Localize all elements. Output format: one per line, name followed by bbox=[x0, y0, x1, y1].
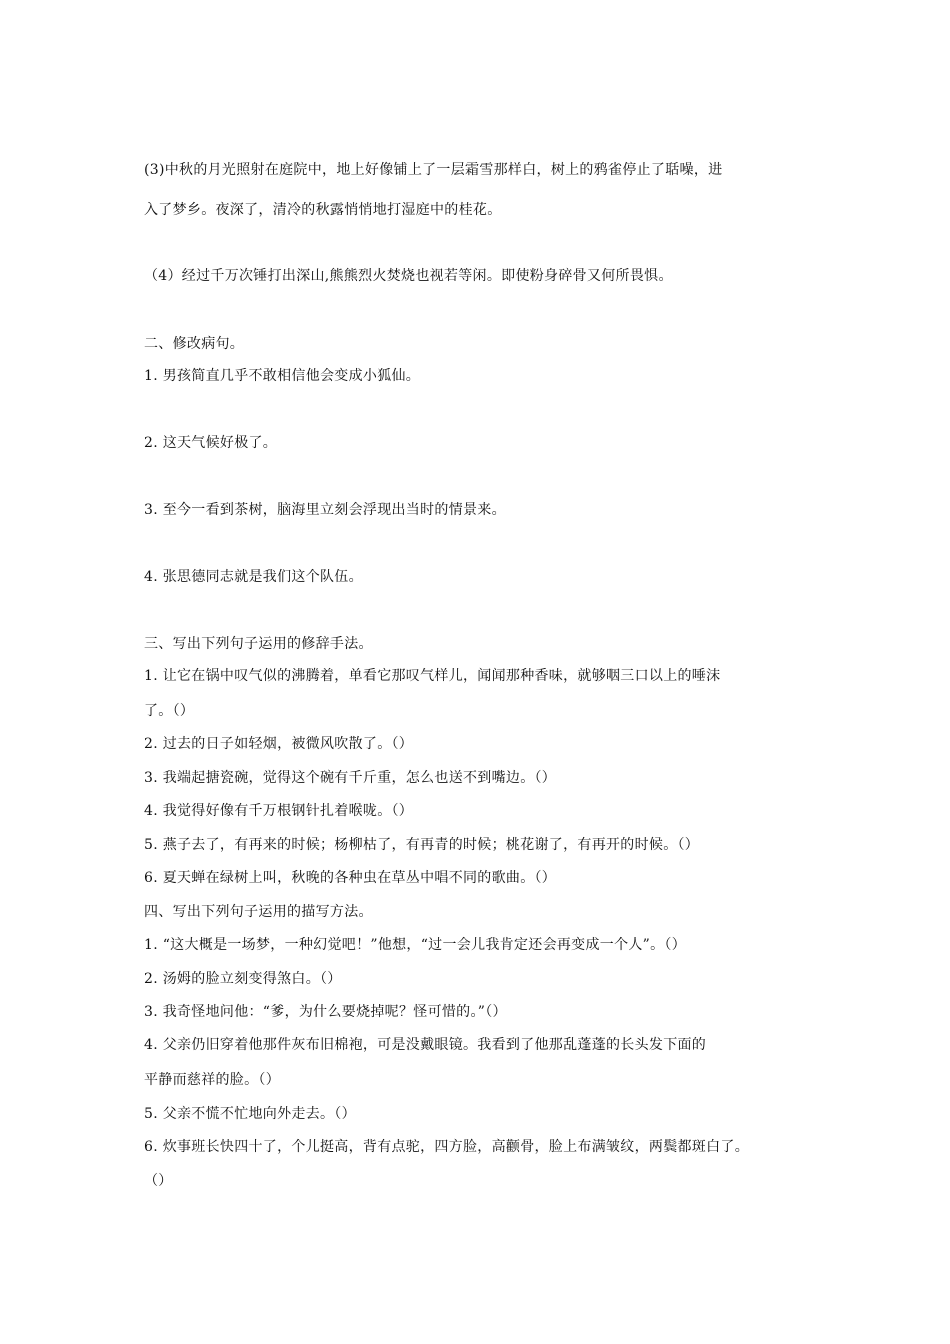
section-4-heading: 四、写出下列句子运用的描写方法。 bbox=[144, 904, 373, 920]
section-4-item-5: 5. 父亲不慌不忙地向外走去。（） bbox=[144, 1106, 356, 1122]
section-3-item-3: 3. 我端起搪瓷碗，觉得这个碗有千斤重，怎么也送不到嘴边。（） bbox=[144, 770, 557, 786]
item-4: （4）经过千万次锤打出深山,熊熊烈火焚烧也视若等闲。即使粉身碎骨又何所畏惧。 bbox=[144, 268, 673, 284]
section-3-item-5: 5. 燕子去了，有再来的时候；杨柳枯了，有再青的时候；桃花谢了，有再开的时候。（） bbox=[144, 837, 700, 853]
section-4-item-6-line-2: （） bbox=[144, 1173, 173, 1189]
section-3-item-4: 4. 我觉得好像有千万根钢针扎着喉咙。（） bbox=[144, 803, 414, 819]
section-4-item-1: 1. “这大概是一场梦，一种幻觉吧！”他想，“过一会儿我肯定还会再变成一个人”。（） bbox=[144, 937, 687, 953]
section-2-heading: 二、修改病句。 bbox=[144, 336, 245, 352]
section-4-item-3: 3. 我奇怪地问他：“爹，为什么要烧掉呢？怪可惜的。”（） bbox=[144, 1004, 507, 1020]
section-2-item-3: 3. 至今一看到茶树，脑海里立刻会浮现出当时的情景来。 bbox=[144, 502, 506, 518]
section-4-item-4-line-2: 平静而慈祥的脸。（） bbox=[144, 1072, 280, 1088]
section-3-item-1-line-1: 1. 让它在锅中叹气似的沸腾着，单看它那叹气样儿，闻闻那种香味，就够咽三口以上的唾沫 bbox=[144, 668, 721, 684]
section-4-item-2: 2. 汤姆的脸立刻变得煞白。（） bbox=[144, 971, 342, 987]
item-3-line-2: 入了梦乡。夜深了，清冷的秋露悄悄地打湿庭中的桂花。 bbox=[144, 202, 502, 218]
item-3-line-1: (3)中秋的月光照射在庭院中，地上好像铺上了一层霜雪那样白，树上的鸦雀停止了聒噪，进 bbox=[144, 162, 723, 178]
section-4-item-6-line-1: 6. 炊事班长快四十了，个儿挺高，背有点驼，四方脸，高颧骨，脸上布满皱纹，两鬓都斑白了。 bbox=[144, 1139, 750, 1155]
section-3-item-6: 6. 夏天蝉在绿树上叫，秋晚的各种虫在草丛中唱不同的歌曲。（） bbox=[144, 870, 557, 886]
section-3-heading: 三、写出下列句子运用的修辞手法。 bbox=[144, 636, 373, 652]
section-4-item-4-line-1: 4. 父亲仍旧穿着他那件灰布旧棉袍，可是没戴眼镜。我看到了他那乱蓬蓬的长头发下面的 bbox=[144, 1037, 707, 1053]
section-2-item-1: 1. 男孩简直几乎不敢相信他会变成小狐仙。 bbox=[144, 368, 421, 384]
section-3-item-1-line-2: 了。（） bbox=[144, 703, 195, 719]
section-2-item-4: 4. 张思德同志就是我们这个队伍。 bbox=[144, 569, 363, 585]
section-3-item-2: 2. 过去的日子如轻烟，被微风吹散了。（） bbox=[144, 736, 414, 752]
section-2-item-2: 2. 这天气候好极了。 bbox=[144, 435, 278, 451]
